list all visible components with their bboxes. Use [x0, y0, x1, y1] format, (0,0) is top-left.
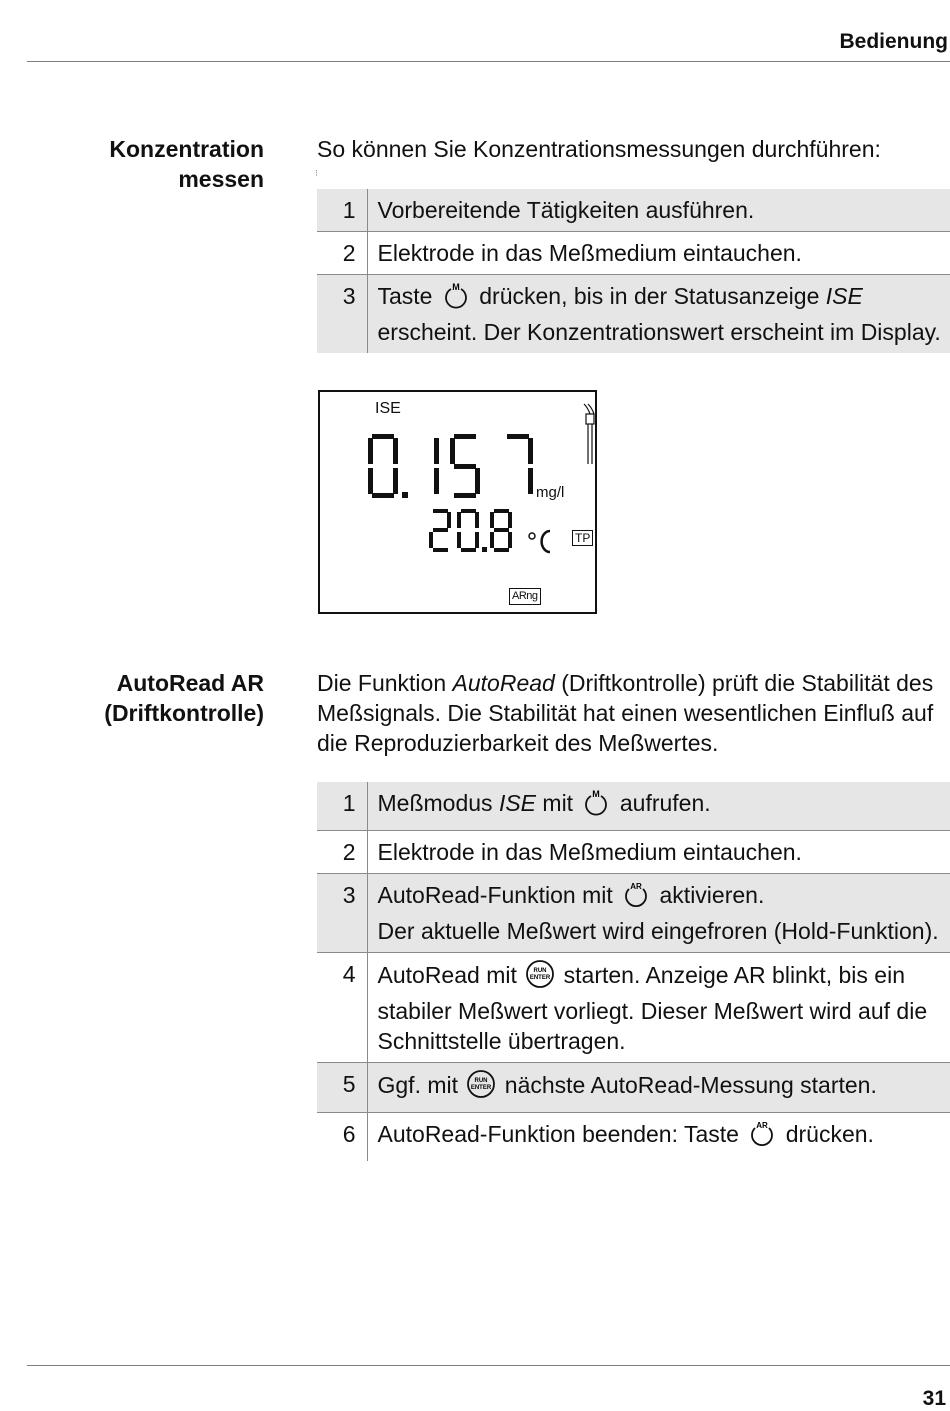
lcd-tp-indicator: TP	[572, 530, 593, 546]
heading-line: Konzentration	[109, 136, 264, 162]
ar-key-label: AR	[756, 1121, 769, 1130]
steps-table-autoread	[317, 782, 950, 1161]
run-key-label: RUN	[533, 968, 547, 974]
small-mark: ⁝	[315, 168, 318, 178]
ar-key-icon	[747, 1120, 777, 1155]
step-text-part: AutoRead mit	[377, 962, 517, 988]
table-row	[317, 831, 950, 874]
step-text-italic: ISE	[498, 790, 537, 816]
table-row	[317, 232, 950, 275]
lcd-segments	[320, 392, 595, 612]
intro-part: Die Funktion	[317, 670, 447, 696]
step-number: 1	[317, 189, 367, 232]
step-text-part: mit	[542, 790, 574, 816]
lcd-mode-label: ISE	[375, 400, 401, 417]
lcd-display	[318, 390, 597, 614]
header-rule	[27, 61, 950, 62]
ar-key-icon	[621, 881, 651, 916]
step-text	[367, 782, 950, 831]
heading-line: AutoRead AR	[116, 670, 264, 696]
page-header-title: Bedienung	[839, 30, 948, 53]
heading-line: messen	[178, 166, 264, 192]
step-number: 6	[317, 1113, 367, 1162]
page-number: 31	[922, 1387, 946, 1410]
step-text-part: erscheint. Der Konzentrationswert erscheint im Display.	[377, 319, 941, 345]
step-text-part: starten. Anzeige AR blinkt, bis ein stabiler Meßwert vorliegt. Dieser Meßwert wird auf die Schnittstelle übertragen.	[377, 962, 928, 1054]
step-text-italic: ISE	[825, 283, 863, 309]
step-text: Vorbereitende Tätigkeiten ausführen.	[377, 197, 755, 223]
intro-italic: AutoRead	[452, 670, 555, 696]
footer-rule	[27, 1365, 950, 1366]
m-key-label: M	[452, 282, 460, 292]
run-enter-key-icon	[525, 959, 555, 996]
step-text-part: Taste	[377, 283, 433, 309]
step-text	[367, 1063, 950, 1113]
step-text-part: drücken.	[785, 1121, 874, 1147]
run-enter-key-icon	[466, 1069, 496, 1106]
step-text-part: aktivieren.	[659, 882, 765, 908]
step-number: 2	[317, 232, 367, 275]
step-number: 3	[317, 874, 367, 953]
table-row	[317, 1063, 950, 1113]
step-text	[367, 1113, 950, 1162]
table-row	[317, 189, 950, 232]
table-row	[317, 953, 950, 1063]
m-key-icon	[441, 282, 471, 317]
lcd-unit-label: mg/l	[536, 484, 565, 501]
section-intro-concentration: So können Sie Konzentrationsmessungen durchführen:	[317, 136, 881, 162]
section-heading-concentration	[24, 134, 264, 194]
step-text: Elektrode in das Meßmedium eintauchen.	[377, 240, 802, 266]
step-text-part: Ggf. mit	[377, 1072, 459, 1098]
step-text	[367, 275, 950, 354]
heading-line: (Driftkontrolle)	[104, 700, 264, 726]
enter-key-label: ENTER	[471, 1085, 492, 1091]
lcd-arng-indicator: ARng	[509, 588, 541, 605]
step-text-part: Der aktuelle Meßwert wird eingefroren (Hold-Funktion).	[377, 918, 939, 944]
step-number: 1	[317, 782, 367, 831]
section-heading-autoread	[24, 668, 264, 728]
enter-key-label: ENTER	[530, 975, 551, 981]
step-text-part: nächste AutoRead-Messung starten.	[504, 1072, 877, 1098]
m-key-label: M	[592, 789, 601, 799]
step-text-part: Meßmodus	[377, 790, 493, 816]
table-row	[317, 874, 950, 953]
step-text: Elektrode in das Meßmedium eintauchen.	[377, 839, 802, 865]
step-text	[367, 953, 950, 1063]
intro-part: (Driftkontrolle) prüft die Stabilität des Meßsignals. Die Stabilität hat einen wesentlichen Einfluß auf die Reproduzierbarkeit des Meßwertes.	[317, 670, 934, 756]
table-row	[317, 782, 950, 831]
ar-key-label: AR	[630, 882, 642, 891]
step-number: 2	[317, 831, 367, 874]
m-key-icon	[581, 789, 611, 824]
step-number: 4	[317, 953, 367, 1063]
step-number: 3	[317, 275, 367, 354]
steps-table-concentration	[317, 189, 950, 353]
step-text-part: aufrufen.	[619, 790, 711, 816]
table-row	[317, 275, 950, 354]
table-row	[317, 1113, 950, 1162]
step-text	[367, 874, 950, 953]
step-number: 5	[317, 1063, 367, 1113]
step-text-part: AutoRead-Funktion mit	[377, 882, 613, 908]
step-text-part: drücken, bis in der Statusanzeige	[479, 283, 820, 309]
step-text-part: AutoRead-Funktion beenden: Taste	[377, 1121, 739, 1147]
section-intro-autoread	[317, 668, 947, 758]
run-key-label: RUN	[474, 1078, 488, 1084]
